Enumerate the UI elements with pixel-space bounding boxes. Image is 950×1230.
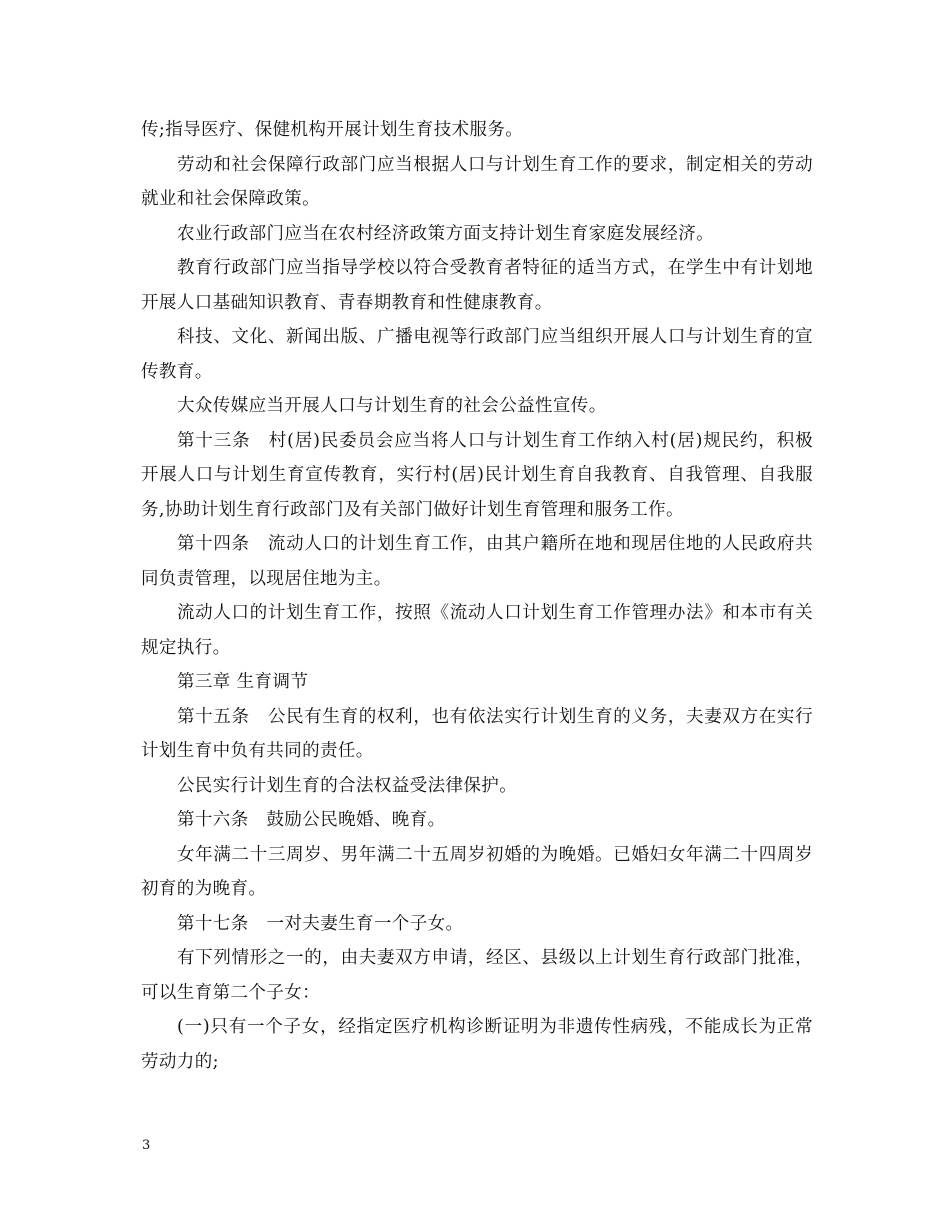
list-item-1: (一)只有一个子女，经指定医疗机构诊断证明为非遗传性病残，不能成长为正常劳动力的; bbox=[141, 1017, 813, 1072]
paragraph-agriculture-department: 农业行政部门应当在农村经济政策方面支持计划生育家庭发展经济。 bbox=[177, 223, 714, 244]
paragraph-legal-protection: 公民实行计划生育的合法权益受法律保护。 bbox=[177, 775, 518, 796]
article-15: 第十五条 公民有生育的权利，也有依法实行计划生育的义务，夫妻双方在实行计划生育中负有共同的责任。 bbox=[141, 706, 813, 761]
paragraph-floating-population: 流动人口的计划生育工作，按照《流动人口计划生育工作管理办法》和本市有关规定执行。 bbox=[141, 603, 813, 658]
paragraph-mass-media: 大众传媒应当开展人口与计划生育的社会公益性宣传。 bbox=[177, 396, 607, 416]
document-body bbox=[141, 113, 813, 1079]
paragraph-second-child-conditions: 有下列情形之一的，由夫妻双方申请，经区、县级以上计划生育行政部门批准，可以生育第二个子女： bbox=[141, 948, 813, 1003]
paragraph-late-marriage-definition: 女年满二十三周岁、男年满二十五周岁初婚的为晚婚。已婚妇女年满二十四周岁初育的为晚育。 bbox=[141, 844, 813, 899]
chapter-heading: 第三章 生育调节 bbox=[177, 672, 309, 692]
paragraph-education-department: 教育行政部门应当指导学校以符合受教育者特征的适当方式，在学生中有计划地开展人口基础知识教育、青春期教育和性健康教育。 bbox=[141, 258, 813, 313]
article-13: 第十三条 村(居)民委员会应当将人口与计划生育工作纳入村(居)规民约，积极开展人口与计划生育宣传教育，实行村(居)民计划生育自我教育、自我管理、自我服务,协助计划生育行政部门及有关部门做好计划生育管理和服务工作。 bbox=[141, 430, 813, 520]
article-17: 第十七条 一对夫妻生育一个子女。 bbox=[177, 913, 464, 934]
paragraph-continuation: 传;指导医疗、保健机构开展计划生育技术服务。 bbox=[141, 120, 524, 140]
paragraph-labor-department: 劳动和社会保障行政部门应当根据人口与计划生育工作的要求，制定相关的劳动就业和社会保障政策。 bbox=[141, 154, 813, 209]
article-16: 第十六条 鼓励公民晚婚、晚育。 bbox=[177, 810, 446, 830]
article-14: 第十四条 流动人口的计划生育工作，由其户籍所在地和现居住地的人民政府共同负责管理，以现居住地为主。 bbox=[141, 534, 813, 589]
paragraph-culture-departments: 科技、文化、新闻出版、广播电视等行政部门应当组织开展人口与计划生育的宣传教育。 bbox=[141, 327, 813, 382]
page-number: 3 bbox=[142, 1138, 151, 1153]
